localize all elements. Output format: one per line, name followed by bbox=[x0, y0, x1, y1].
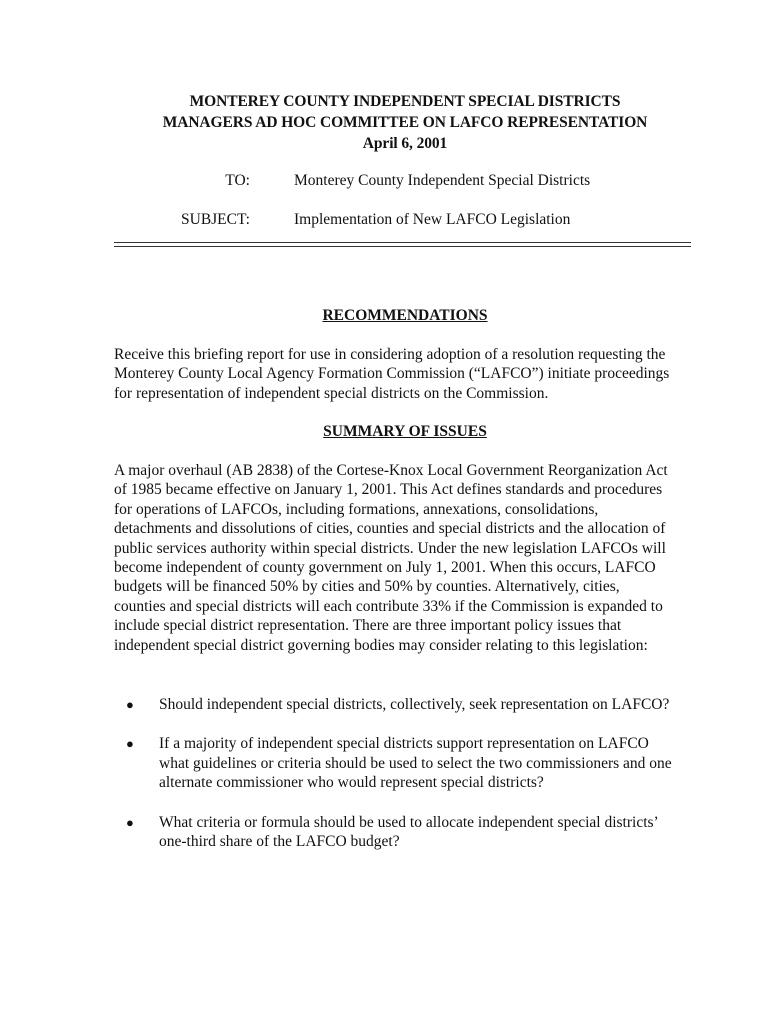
header-line-1: MONTEREY COUNTY INDEPENDENT SPECIAL DISTRICTS bbox=[189, 93, 621, 110]
header-divider-top bbox=[114, 242, 691, 243]
list-item-text: What criteria or formula should be used to allocate independent special districts’ one-third share of the LAFCO budget? bbox=[159, 813, 658, 851]
header-line-2: MANAGERS AD HOC COMMITTEE ON LAFCO REPRESENTATION bbox=[162, 114, 648, 131]
memo-subject-label: SUBJECT: bbox=[181, 211, 250, 228]
bullet-icon: ● bbox=[126, 814, 134, 830]
bullet-icon: ● bbox=[126, 697, 134, 712]
memo-to-label: TO: bbox=[225, 172, 250, 189]
recommendations-heading bbox=[0, 306, 770, 326]
recommendations-heading-text: RECOMMENDATIONS bbox=[322, 307, 488, 324]
document-header bbox=[0, 91, 770, 154]
list-item bbox=[114, 813, 674, 852]
bullet-icon: ● bbox=[126, 736, 134, 752]
recommendations-paragraph: Receive this briefing report for use in considering adoption of a resolution requesting the Monterey County Local Agency Formation Commission (“LAFCO”) initiate proceedings for representation of independent special districts on the Commission. bbox=[114, 346, 670, 402]
list-item bbox=[114, 695, 674, 714]
header-date: April 6, 2001 bbox=[362, 135, 448, 152]
header-divider-bottom bbox=[114, 246, 691, 247]
issues-list bbox=[114, 695, 674, 851]
memo-subject-value: Implementation of New LAFCO Legislation bbox=[294, 211, 571, 228]
list-item-text: Should independent special districts, collectively, seek representation on LAFCO? bbox=[159, 696, 670, 713]
summary-paragraph: A major overhaul (AB 2838) of the Cortese-Knox Local Government Reorganization Act of 1985 became effective on January 1, 2001. This Act defines standards and procedures for operations of LAFCOs, including formations, annexations, consolidations, detachments and dissolutions of cities, counties and special districts and the allocation of public services authority within special districts. Under the new legislation LAFCOs will become independent of county government on July 1, 2001. When this occurs, LAFCO budgets will be financed 50% by cities and 50% by counties. Alternatively, cities, counties and special districts will each contribute 33% if the Commission is expanded to include special district representation. There are three important policy issues that independent special district governing bodies may consider relating to this legislation: bbox=[114, 462, 668, 654]
summary-heading bbox=[0, 422, 770, 442]
summary-heading-text: SUMMARY OF ISSUES bbox=[323, 423, 487, 440]
list-item bbox=[114, 734, 674, 792]
list-item-text: If a majority of independent special districts support representation on LAFCO what guidelines or criteria should be used to select the two commissioners and one alternate commissioner who would represent special districts? bbox=[159, 735, 672, 792]
memo-to-value: Monterey County Independent Special Districts bbox=[294, 172, 591, 189]
